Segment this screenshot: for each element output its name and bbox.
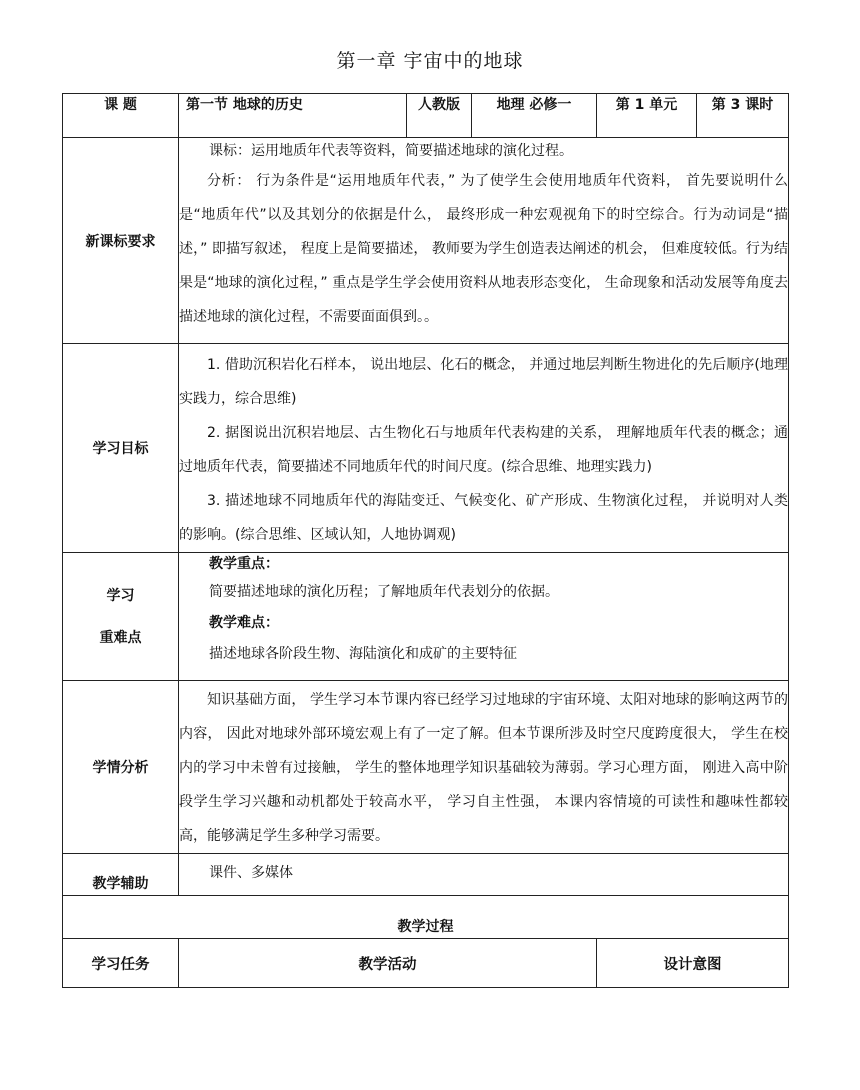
topic-label: 课 题 xyxy=(63,94,179,138)
aids-content xyxy=(179,854,789,896)
learner-analysis-content xyxy=(179,681,789,854)
objectives-row xyxy=(63,344,789,553)
focus-heading: 教学重点： xyxy=(209,556,279,572)
learner-analysis-text: 知识基础方面， 学生学习本节课内容已经学习过地球的宇宙环境、太阳对地球的影响这两节的内容， 因此对地球外部环境宏观上有了一定了解。但本节课所涉及时空尺度跨度很大， 学生在校内的学习中未曾有过接触， 学生的整体地理学知识基础较为薄弱。学习心理方面， 刚进入高中阶段学生学习兴趣和动机都处于较高水平， 学习自主性强， 本课内容情境的可读性和趣味性都较高，能够满足学生多种学习需要。 xyxy=(179,692,788,844)
subject: 地理 必修一 xyxy=(472,94,597,138)
process-title: 教学过程 xyxy=(63,896,789,939)
objectives-content xyxy=(179,344,789,553)
document-title: 第一章 宇宙中的地球 xyxy=(336,50,524,72)
objective-item: 1. 借助沉积岩化石样本， 说出地层、化石的概念， 并通过地层判断生物进化的先后顺序(地理实践力，综合思维) xyxy=(179,357,788,407)
unit: 第 1 单元 xyxy=(597,94,697,138)
learner-analysis-row xyxy=(63,681,789,854)
col-intent: 设计意图 xyxy=(597,939,789,988)
key-points-label-line2: 重难点 xyxy=(99,629,142,646)
difficulty-heading: 教学难点： xyxy=(209,615,279,631)
period: 第 3 课时 xyxy=(697,94,789,138)
key-points-content xyxy=(179,553,789,681)
key-points-label xyxy=(63,553,179,681)
curriculum-label: 新课标要求 xyxy=(63,138,179,344)
objective-item: 2. 据图说出沉积岩地层、古生物化石与地质年代表构建的关系， 理解地质年代表的概念；通过地质年代表，简要描述不同地质年代的时间尺度。(综合思维、地理实践力) xyxy=(179,425,788,475)
curriculum-content xyxy=(179,138,789,344)
learner-analysis-label: 学情分析 xyxy=(63,681,179,854)
aids-text: 课件、多媒体 xyxy=(209,865,293,881)
curriculum-analysis: 分析： 行为条件是“运用地质年代表，” 为了使学生会使用地质年代资料， 首先要说明什么是“地质年代”以及其划分的依据是什么， 最终形成一种宏观视角下的时空综合。行为动词是“描述，” 即描写叙述， 程度上是简要描述， 教师要为学生创造表达阐述的机会， 但难度较低。行为结果是“地球的演化过程，” 重点是学生学会使用资料从地表形态变化， 生命现象和活动发展等角度去描述地球的演化过程，不需要面面俱到。。 xyxy=(179,173,788,325)
focus-text: 简要描述地球的演化历程；了解地质年代表划分的依据。 xyxy=(209,584,559,600)
key-points-row xyxy=(63,553,789,681)
process-title-row xyxy=(63,896,789,939)
objectives-label: 学习目标 xyxy=(63,344,179,553)
curriculum-standard: 课标：运用地质年代表等资料，简要描述地球的演化过程。 xyxy=(209,143,573,159)
lesson-plan-table xyxy=(62,93,789,988)
header-row xyxy=(63,94,789,138)
curriculum-row xyxy=(63,138,789,344)
col-task: 学习任务 xyxy=(63,939,179,988)
aids-row xyxy=(63,854,789,896)
process-header-row xyxy=(63,939,789,988)
difficulty-text: 描述地球各阶段生物、海陆演化和成矿的主要特征 xyxy=(209,646,517,662)
publisher: 人教版 xyxy=(407,94,472,138)
col-activity: 教学活动 xyxy=(179,939,597,988)
lesson-title: 第一节 地球的历史 xyxy=(179,94,407,138)
aids-label: 教学辅助 xyxy=(63,854,179,896)
objective-item: 3. 描述地球不同地质年代的海陆变迁、气候变化、矿产形成、生物演化过程， 并说明对人类的影响。(综合思维、区域认知，人地协调观) xyxy=(179,493,788,543)
key-points-label-line1: 学习 xyxy=(106,587,135,604)
